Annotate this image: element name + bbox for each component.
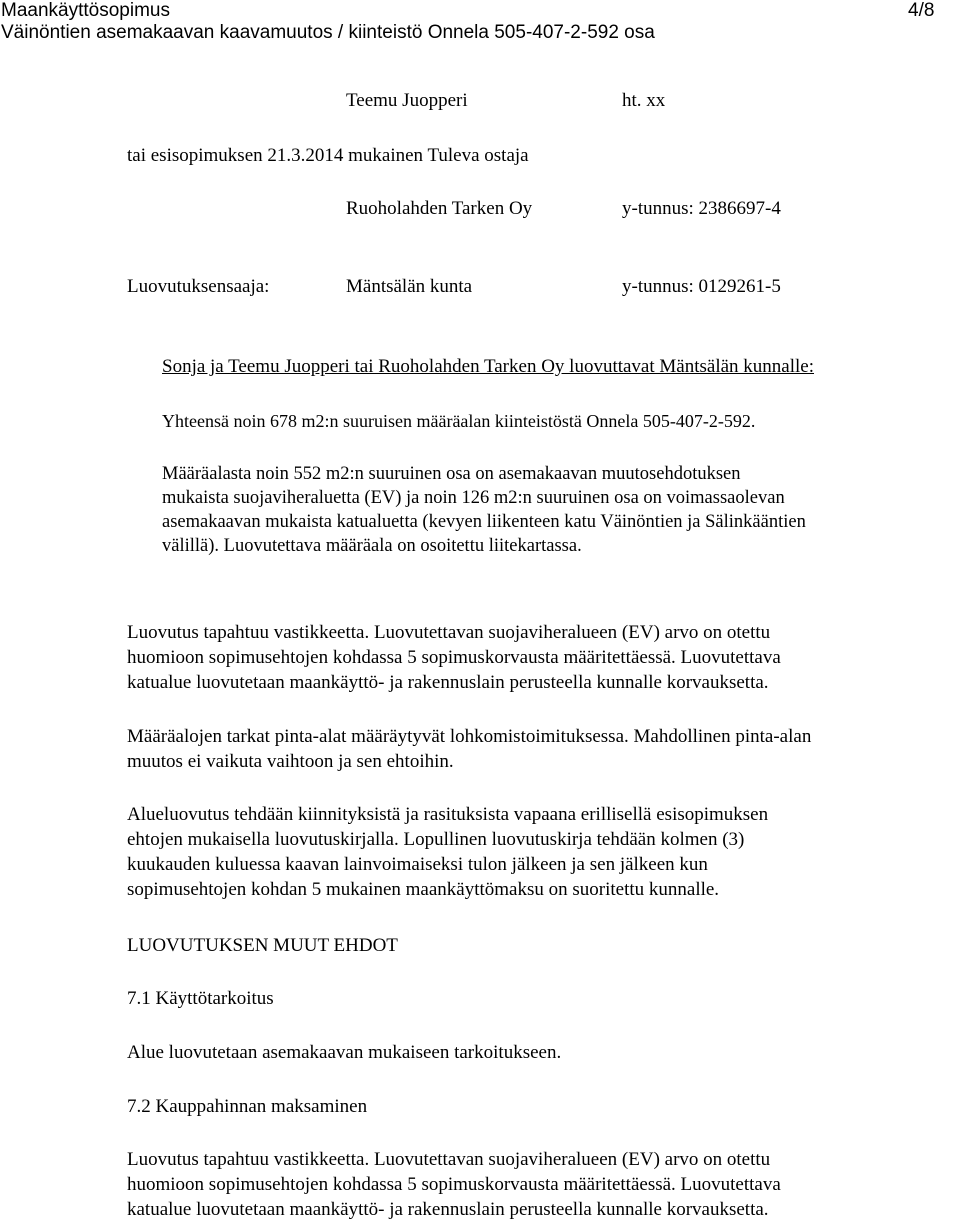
paragraph-line: Luovutus tapahtuu vastikkeetta. Luovutettavan suojaviheralueen (EV) arvo on otettu xyxy=(127,1149,771,1170)
section-heading: LUOVUTUKSEN MUUT EHDOT xyxy=(127,935,398,956)
paragraph-line: huomioon sopimusehtojen kohdassa 5 sopimuskorvausta määritettäessä. Luovutettava xyxy=(127,1174,781,1195)
paragraph-line: muutos ei vaikuta vaihtoon ja sen ehtoihin. xyxy=(127,751,454,772)
paragraph-line: katualue luovutetaan maankäyttö- ja rakennuslain perusteella kunnalle korvauksetta. xyxy=(127,672,769,693)
transfer-detail-line: välillä). Luovutettava määräala on osoitettu liitekartassa. xyxy=(162,536,582,556)
recipient-name: Mäntsälän kunta xyxy=(346,276,473,297)
seller-id: ht. xx xyxy=(622,90,666,111)
recipient-label: Luovutuksensaaja: xyxy=(127,276,270,297)
page-number: 4/8 xyxy=(908,0,935,21)
subsection-heading-7-1: 7.1 Käyttötarkoitus xyxy=(127,988,274,1009)
paragraph-line: kuukauden kuluessa kaavan lainvoimaiseksi tulon jälkeen ja sen jälkeen kun xyxy=(127,854,708,875)
subsection-heading-7-2: 7.2 Kauppahinnan maksaminen xyxy=(127,1096,368,1117)
buyer-name: Ruoholahden Tarken Oy xyxy=(346,198,533,219)
transfer-detail-line: Määräalasta noin 552 m2:n suuruinen osa on asemakaavan muutosehdotuksen xyxy=(162,464,741,484)
subsection-7-1-text: Alue luovutetaan asemakaavan mukaiseen tarkoitukseen. xyxy=(127,1042,562,1063)
transfer-detail xyxy=(162,462,960,558)
paragraph-line: sopimusehtojen kohdan 5 mukainen maankäyttömaksu on suoritettu kunnalle. xyxy=(127,879,720,900)
buyer-id: y-tunnus: 2386697-4 xyxy=(622,198,781,219)
paragraph-line: katualue luovutetaan maankäyttö- ja rakennuslain perusteella kunnalle korvauksetta. xyxy=(127,1199,769,1220)
paragraph-payment xyxy=(127,1147,955,1222)
paragraph-line: huomioon sopimusehtojen kohdassa 5 sopimuskorvausta määritettäessä. Luovutettava xyxy=(127,647,781,668)
document-title: Maankäyttösopimus xyxy=(1,0,170,21)
paragraph-areas xyxy=(127,724,955,774)
paragraph-consideration xyxy=(127,620,955,695)
recipient-id: y-tunnus: 0129261-5 xyxy=(622,276,781,297)
transfer-total: Yhteensä noin 678 m2:n suuruisen määräalan kiinteistöstä Onnela 505-407-2-592. xyxy=(162,411,756,431)
paragraph-transfer-deed xyxy=(127,802,955,902)
paragraph-line: ehtojen mukaisella luovutuskirjalla. Lopullinen luovutuskirja tehdään kolmen (3) xyxy=(127,829,745,850)
paragraph-line: Luovutus tapahtuu vastikkeetta. Luovutettavan suojaviheralueen (EV) arvo on otettu xyxy=(127,622,771,643)
paragraph-line: Määräalojen tarkat pinta-alat määräytyvät lohkomistoimituksessa. Mahdollinen pinta-alan xyxy=(127,726,812,747)
transfer-heading: Sonja ja Teemu Juopperi tai Ruoholahden Tarken Oy luovuttavat Mäntsälän kunnalle: xyxy=(162,356,814,377)
transfer-detail-line: mukaista suojaviheraluetta (EV) ja noin 126 m2:n suuruinen osa on voimassaolevan xyxy=(162,488,785,508)
presale-line: tai esisopimuksen 21.3.2014 mukainen Tuleva ostaja xyxy=(127,145,529,166)
transfer-detail-line: asemakaavan mukaista katualuetta (kevyen liikenteen katu Väinöntien ja Sälinkääntien xyxy=(162,512,806,532)
document-subtitle: Väinöntien asemakaavan kaavamuutos / kiinteistö Onnela 505-407-2-592 osa xyxy=(1,22,655,43)
seller-name: Teemu Juopperi xyxy=(346,90,468,111)
paragraph-line: Alueluovutus tehdään kiinnityksistä ja rasituksista vapaana erillisellä esisopimuksen xyxy=(127,804,769,825)
